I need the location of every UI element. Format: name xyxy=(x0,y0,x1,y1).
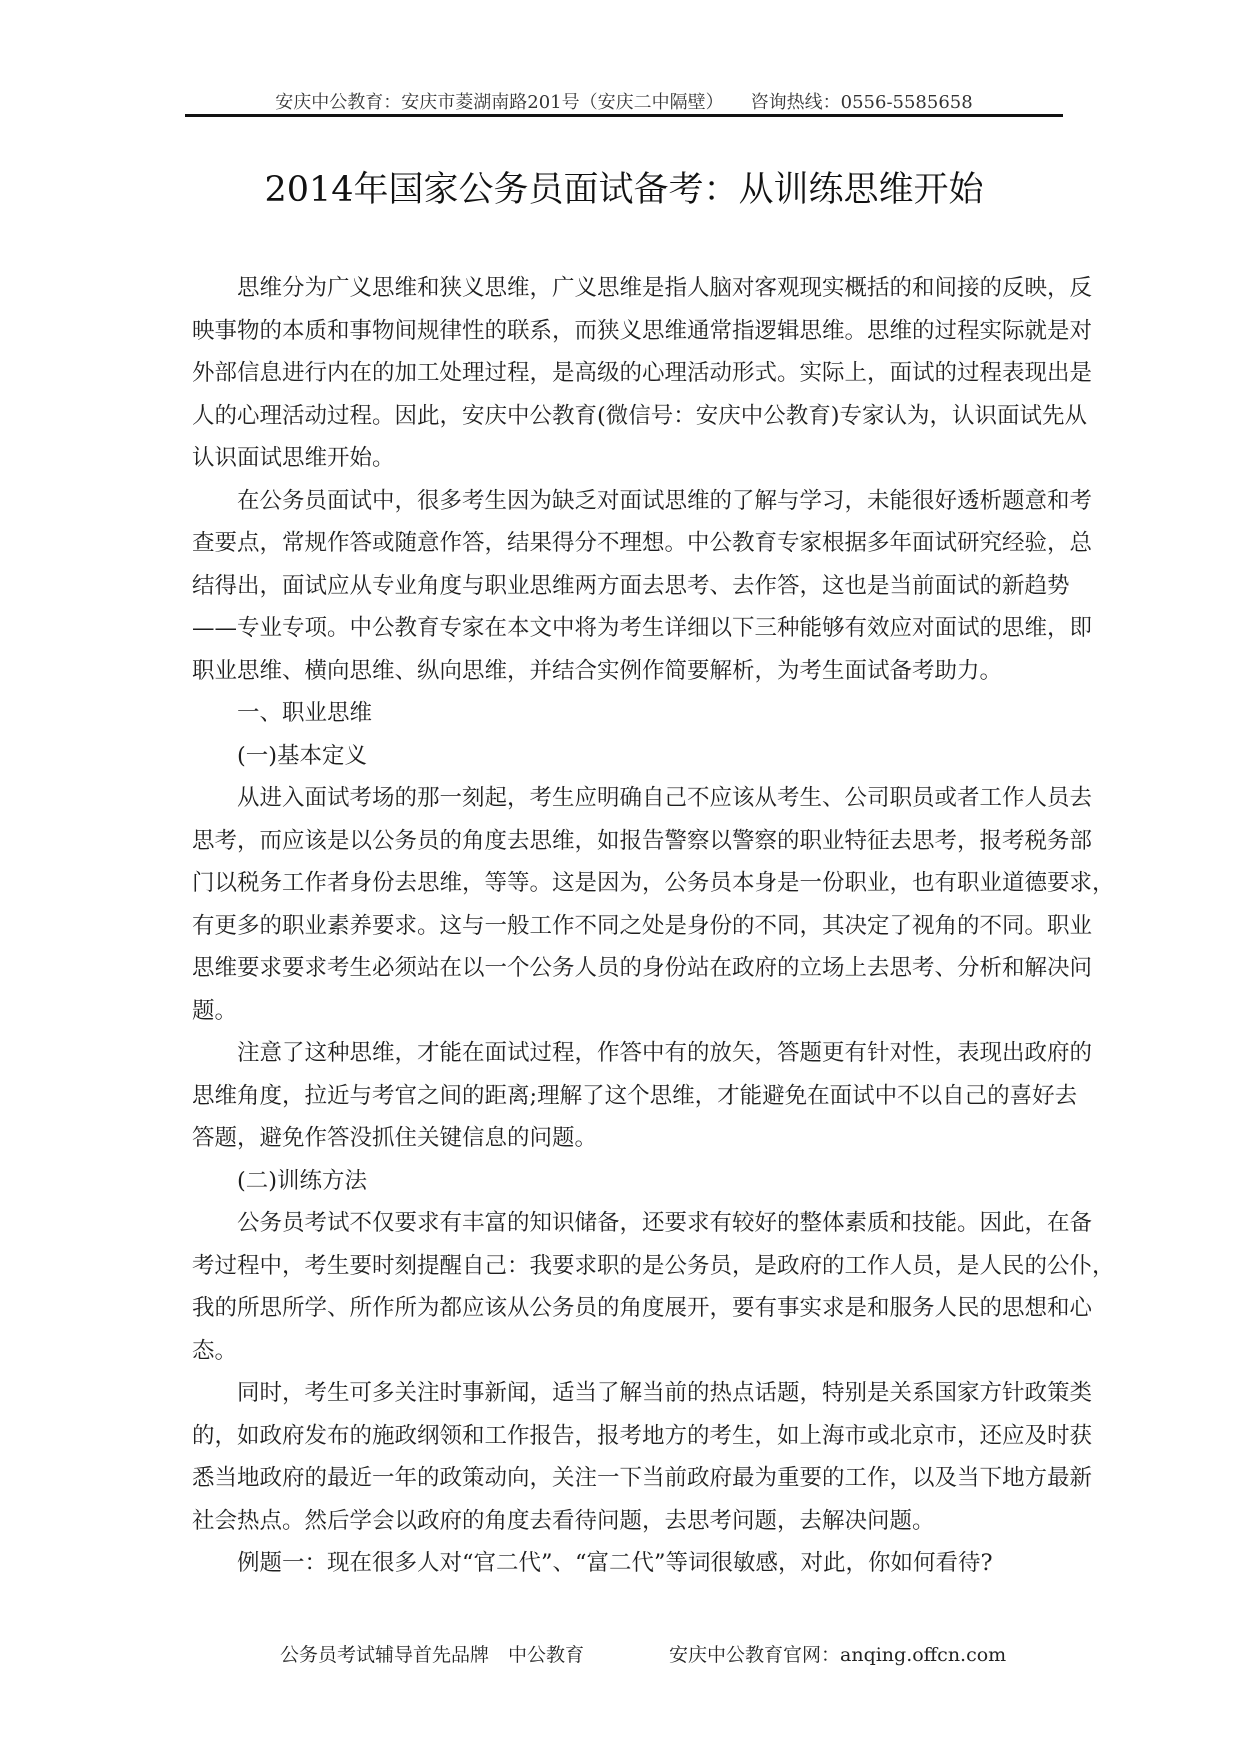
text-line: (一)基本定义 xyxy=(237,742,368,769)
text-line: 社会热点。然后学会以政府的角度去看待问题，去思考问题，去解决问题。 xyxy=(192,1507,935,1534)
paragraph xyxy=(192,1202,1115,1372)
header-hotline: 咨询热线：0556-5585658 xyxy=(750,92,973,113)
text-line: 结得出，面试应从专业角度与职业思维两方面去思考、去作答，这也是当前面试的新趋势 xyxy=(192,572,1070,599)
text-line: 答题，避免作答没抓住关键信息的问题。 xyxy=(192,1125,598,1151)
header-divider xyxy=(185,114,1063,117)
text-line: 例题一：现在很多人对“官二代”、“富二代”等词很敏感，对此，你如何看待? xyxy=(237,1550,993,1576)
text-line: 人的心理活动过程。因此，安庆中公教育(微信号：安庆中公教育)专家认为，认识面试先从 xyxy=(192,402,1088,429)
text-line: 公务员考试不仅要求有丰富的知识储备，还要求有较好的整体素质和技能。因此，在备 xyxy=(237,1210,1093,1236)
document-body xyxy=(192,267,1115,1585)
text-line: 注意了这种思维，才能在面试过程，作答中有的放矢，答题更有针对性，表现出政府的 xyxy=(237,1040,1093,1066)
section-heading xyxy=(192,1160,1063,1203)
text-line: 态。 xyxy=(192,1337,238,1364)
section-heading xyxy=(192,735,1063,778)
document-title: 2014年国家公务员面试备考：从训练思维开始 xyxy=(264,170,984,210)
paragraph xyxy=(192,267,1093,480)
text-line: 同时，考生可多关注时事新闻，适当了解当前的热点话题，特别是关系国家方针政策类 xyxy=(237,1380,1093,1406)
paragraph xyxy=(192,1542,1063,1585)
text-line: 悉当地政府的最近一年的政策动向，关注一下当前政府最为重要的工作，以及当下地方最新 xyxy=(192,1465,1093,1491)
text-line: 考过程中，考生要时刻提醒自己：我要求职的是公务员，是政府的工作人员，是人民的公仆， xyxy=(192,1252,1115,1279)
text-line: 有更多的职业素养要求。这与一般工作不同之处是身份的不同，其决定了视角的不同。职业 xyxy=(192,912,1093,939)
text-line: (二)训练方法 xyxy=(237,1167,368,1194)
text-line: ——专业专项。中公教育专家在本文中将为考生详细以下三种能够有效应对面试的思维，即 xyxy=(192,615,1093,641)
text-line: 思考，而应该是以公务员的角度去思维，如报告警察以警察的职业特征去思考，报考税务部 xyxy=(192,827,1093,854)
footer-website: 安庆中公教育官网：anqing.offcn.com xyxy=(669,1644,1007,1666)
footer-slogan: 公务员考试辅导首先品牌 中公教育 xyxy=(280,1644,585,1666)
text-line: 一、职业思维 xyxy=(237,700,373,726)
text-line: 查要点，常规作答或随意作答，结果得分不理想。中公教育专家根据多年面试研究经验，总 xyxy=(192,530,1093,556)
text-line: 题。 xyxy=(192,997,238,1024)
text-line: 职业思维、横向思维、纵向思维，并结合实例作简要解析，为考生面试备考助力。 xyxy=(192,657,1003,684)
text-line: 从进入面试考场的那一刻起，考生应明确自己不应该从考生、公司职员或者工作人员去 xyxy=(237,785,1093,811)
text-line: 映事物的本质和事物间规律性的联系，而狭义思维通常指逻辑思维。思维的过程实际就是对 xyxy=(192,317,1093,344)
page-header xyxy=(185,88,1063,114)
paragraph xyxy=(192,1372,1093,1542)
paragraph xyxy=(192,480,1093,693)
text-line: 思维分为广义思维和狭义思维，广义思维是指人脑对客观现实概括的和间接的反映，反 xyxy=(237,275,1093,301)
text-line: 我的所思所学、所作所为都应该从公务员的角度展开，要有事实求是和服务人民的思想和心 xyxy=(192,1295,1093,1321)
text-line: 思维要求要求考生必须站在以一个公务人员的身份站在政府的立场上去思考、分析和解决问 xyxy=(192,955,1093,981)
text-line: 思维角度，拉近与考官之间的距离;理解了这个思维，才能避免在面试中不以自己的喜好去 xyxy=(192,1082,1078,1109)
text-line: 外部信息进行内在的加工处理过程，是高级的心理活动形式。实际上，面试的过程表现出是 xyxy=(192,360,1093,386)
header-address: 安庆中公教育：安庆市菱湖南路201号（安庆二中隔壁） xyxy=(275,92,715,113)
text-line: 在公务员面试中，很多考生因为缺乏对面试思维的了解与学习，未能很好透析题意和考 xyxy=(237,487,1093,514)
text-line: 的，如政府发布的施政纲领和工作报告，报考地方的考生，如上海市或北京市，还应及时获 xyxy=(192,1422,1093,1449)
section-heading xyxy=(192,692,1063,735)
text-line: 认识面试思维开始。 xyxy=(192,445,395,471)
paragraph xyxy=(192,1032,1093,1160)
text-line: 门以税务工作者身份去思维，等等。这是因为，公务员本身是一份职业，也有职业道德要求， xyxy=(192,870,1115,896)
paragraph xyxy=(192,777,1115,1032)
